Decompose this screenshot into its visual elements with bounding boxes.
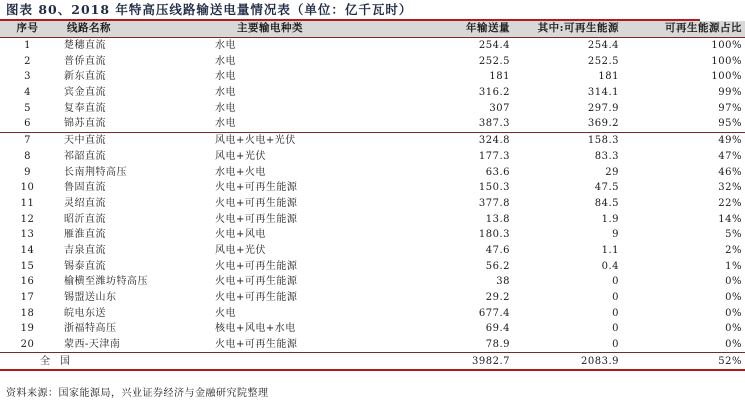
table-row: [0, 164, 745, 180]
row-power-type: 风电+光伏: [215, 150, 266, 162]
row-renewable: 0: [612, 307, 619, 319]
row-renewable-share: 1%: [725, 260, 742, 272]
row-renewable: 47.5: [594, 182, 619, 194]
row-index: 11: [20, 197, 35, 209]
table-row: [0, 258, 745, 274]
row-line-name: 长南荆特高压: [64, 166, 127, 178]
row-line-name: 锡盟送山东: [64, 292, 117, 304]
row-index: 3: [24, 71, 31, 83]
row-renewable-share: 2%: [725, 244, 742, 256]
row-renewable-share: 49%: [623, 132, 745, 148]
row-index: 12: [20, 213, 35, 225]
row-renewable: 181: [598, 71, 619, 83]
total-share: 52%: [623, 353, 745, 370]
header-index: 序号: [0, 21, 55, 37]
row-renewable-share: 95%: [718, 118, 742, 130]
header-annual-total: 年输送量: [416, 21, 514, 37]
row-renewable: 314.1: [587, 87, 619, 99]
row-renewable-share: 100%: [711, 71, 742, 83]
row-index: 7: [0, 132, 55, 148]
row-annual-total: 63.6: [485, 166, 510, 178]
row-renewable: 158.3: [514, 132, 623, 148]
row-annual-total: 307: [489, 102, 510, 114]
header-row: [0, 21, 745, 37]
row-line-name: 祁韶直流: [64, 150, 106, 162]
row-line-name: 昭沂直流: [64, 213, 106, 225]
row-renewable-share: 47%: [718, 150, 742, 162]
total-row: [0, 353, 745, 370]
row-renewable-share: 100%: [711, 40, 742, 52]
table-row: [0, 100, 745, 116]
row-index: 2: [24, 55, 31, 67]
row-renewable-share: 0%: [725, 276, 742, 288]
row-power-type: 水电+火电: [215, 166, 266, 178]
row-annual-total: 324.8: [416, 132, 514, 148]
row-line-name: 复奉直流: [64, 102, 106, 114]
table-row: [0, 196, 745, 212]
total-annual: 3982.7: [416, 353, 514, 370]
row-index: 19: [20, 323, 35, 335]
row-power-type: 火电+可再生能源: [215, 213, 298, 225]
row-index: 8: [24, 150, 31, 162]
row-power-type: 水电: [215, 71, 236, 83]
row-renewable-share: 5%: [725, 229, 742, 241]
row-power-type: 火电+可再生能源: [215, 292, 298, 304]
row-annual-total: 56.2: [485, 260, 510, 272]
row-annual-total: 180.3: [478, 229, 510, 241]
row-index: 15: [20, 260, 35, 272]
row-renewable: 0: [612, 276, 619, 288]
row-annual-total: 316.2: [478, 87, 510, 99]
row-index: 4: [24, 87, 31, 99]
row-annual-total: 254.4: [478, 40, 510, 52]
table-row: [0, 337, 745, 353]
row-annual-total: 387.3: [478, 118, 510, 130]
row-renewable-share: 0%: [725, 292, 742, 304]
row-renewable-share: 22%: [718, 197, 742, 209]
transmission-table: [0, 21, 745, 371]
row-line-name: 灵绍直流: [64, 197, 106, 209]
table-row: [0, 227, 745, 243]
row-renewable: 252.5: [587, 55, 619, 67]
row-power-type: 火电: [215, 307, 236, 319]
row-annual-total: 677.4: [478, 307, 510, 319]
table-row: [0, 85, 745, 101]
row-annual-total: 69.4: [485, 323, 510, 335]
row-renewable: 84.5: [594, 197, 619, 209]
row-power-type: 火电+可再生能源: [215, 182, 298, 194]
total-type-empty: [207, 353, 416, 370]
table-row: [0, 290, 745, 306]
row-renewable-share: 0%: [725, 323, 742, 335]
row-power-type: 火电+可再生能源: [215, 276, 298, 288]
row-renewable-share: 0%: [725, 339, 742, 351]
row-annual-total: 78.9: [485, 339, 510, 351]
source-note: 资料来源：国家能源局，兴业证券经济与金融研究院整理: [6, 388, 269, 399]
row-renewable-share: 46%: [718, 166, 742, 178]
row-renewable: 297.9: [587, 102, 619, 114]
row-index: 18: [20, 307, 35, 319]
row-power-type: 水电: [215, 87, 236, 99]
row-index: 20: [20, 339, 35, 351]
row-renewable-share: 0%: [725, 307, 742, 319]
header-power-type: 主要输电种类: [207, 21, 416, 37]
row-index: 16: [20, 276, 35, 288]
row-renewable: 9: [612, 229, 619, 241]
table-body: [0, 37, 745, 370]
table-row: [0, 37, 745, 53]
table-row: [0, 149, 745, 165]
row-index: 14: [20, 244, 35, 256]
row-renewable: 0: [612, 292, 619, 304]
row-annual-total: 150.3: [478, 182, 510, 194]
table-row: [0, 243, 745, 259]
row-power-type: 水电: [215, 102, 236, 114]
row-power-type: 火电+可再生能源: [215, 260, 298, 272]
row-annual-total: 13.8: [485, 213, 510, 225]
row-index: 6: [24, 118, 31, 130]
row-renewable-share: 32%: [718, 182, 742, 194]
row-power-type: 核电+风电+水电: [215, 323, 296, 335]
row-line-name: 宾金直流: [64, 87, 106, 99]
row-annual-total: 177.3: [478, 150, 510, 162]
header-renewable-share: 可再生能源占比: [623, 21, 745, 37]
row-annual-total: 377.8: [478, 197, 510, 209]
row-line-name: 雁淮直流: [64, 229, 106, 241]
table-row: [0, 180, 745, 196]
row-annual-total: 47.6: [485, 244, 510, 256]
row-index: 13: [20, 229, 35, 241]
table-row: [0, 305, 745, 321]
table-row: [0, 53, 745, 69]
row-index: 1: [24, 40, 31, 52]
row-power-type: 火电+可再生能源: [215, 197, 298, 209]
table-row: [0, 69, 745, 85]
row-line-name: 吉泉直流: [64, 244, 106, 256]
row-line-name: 皖电东送: [64, 307, 106, 319]
row-index: 10: [20, 182, 35, 194]
row-renewable: 83.3: [594, 150, 619, 162]
row-power-type: 火电+风电: [215, 229, 266, 241]
total-renewable: 2083.9: [514, 353, 623, 370]
row-renewable-share: 14%: [718, 213, 742, 225]
row-power-type: 火电+可再生能源: [215, 339, 298, 351]
row-renewable: 0: [612, 323, 619, 335]
row-renewable: 1.1: [601, 244, 619, 256]
table-row: [0, 211, 745, 227]
row-renewable: 254.4: [587, 40, 619, 52]
row-index: 17: [20, 292, 35, 304]
row-power-type: 水电: [215, 40, 236, 52]
row-renewable: 1.9: [601, 213, 619, 225]
row-annual-total: 252.5: [478, 55, 510, 67]
row-renewable-share: 100%: [711, 55, 742, 67]
row-renewable: 0: [612, 339, 619, 351]
table-title: 图表 80、2018 年特高压线路输送电量情况表（单位：亿千瓦时）: [6, 2, 413, 17]
row-index: 5: [24, 102, 31, 114]
table-row: [0, 274, 745, 290]
row-power-type: 水电: [215, 118, 236, 130]
row-line-name: 鲁固直流: [64, 182, 106, 194]
row-annual-total: 181: [489, 71, 510, 83]
row-renewable-share: 99%: [718, 87, 742, 99]
row-line-name: 新东直流: [64, 71, 106, 83]
table-row: [0, 132, 745, 148]
total-label: 全国: [0, 353, 55, 370]
row-line-name: 榆横至潍坊特高压: [64, 276, 148, 288]
row-power-type: 风电+光伏: [215, 244, 266, 256]
row-line-name: 锦苏直流: [64, 118, 106, 130]
row-renewable: 0.4: [601, 260, 619, 272]
row-renewable-share: 97%: [718, 102, 742, 114]
table-row: [0, 321, 745, 337]
row-renewable: 369.2: [587, 118, 619, 130]
row-line-name: 天中直流: [55, 132, 207, 148]
row-line-name: 楚穗直流: [64, 40, 106, 52]
row-annual-total: 38: [496, 276, 510, 288]
header-line-name: 线路名称: [55, 21, 207, 37]
header-renewable: 其中:可再生能源: [514, 21, 623, 37]
row-power-type: 风电+火电+光伏: [207, 132, 416, 148]
row-line-name: 锡泰直流: [64, 260, 106, 272]
row-power-type: 水电: [215, 55, 236, 67]
table-row: [0, 116, 745, 132]
row-index: 9: [24, 166, 31, 178]
row-line-name: 蒙西-天津南: [64, 339, 121, 351]
row-line-name: 普侨直流: [64, 55, 106, 67]
row-annual-total: 29.2: [485, 292, 510, 304]
row-renewable: 29: [605, 166, 619, 178]
row-line-name: 浙福特高压: [64, 323, 117, 335]
